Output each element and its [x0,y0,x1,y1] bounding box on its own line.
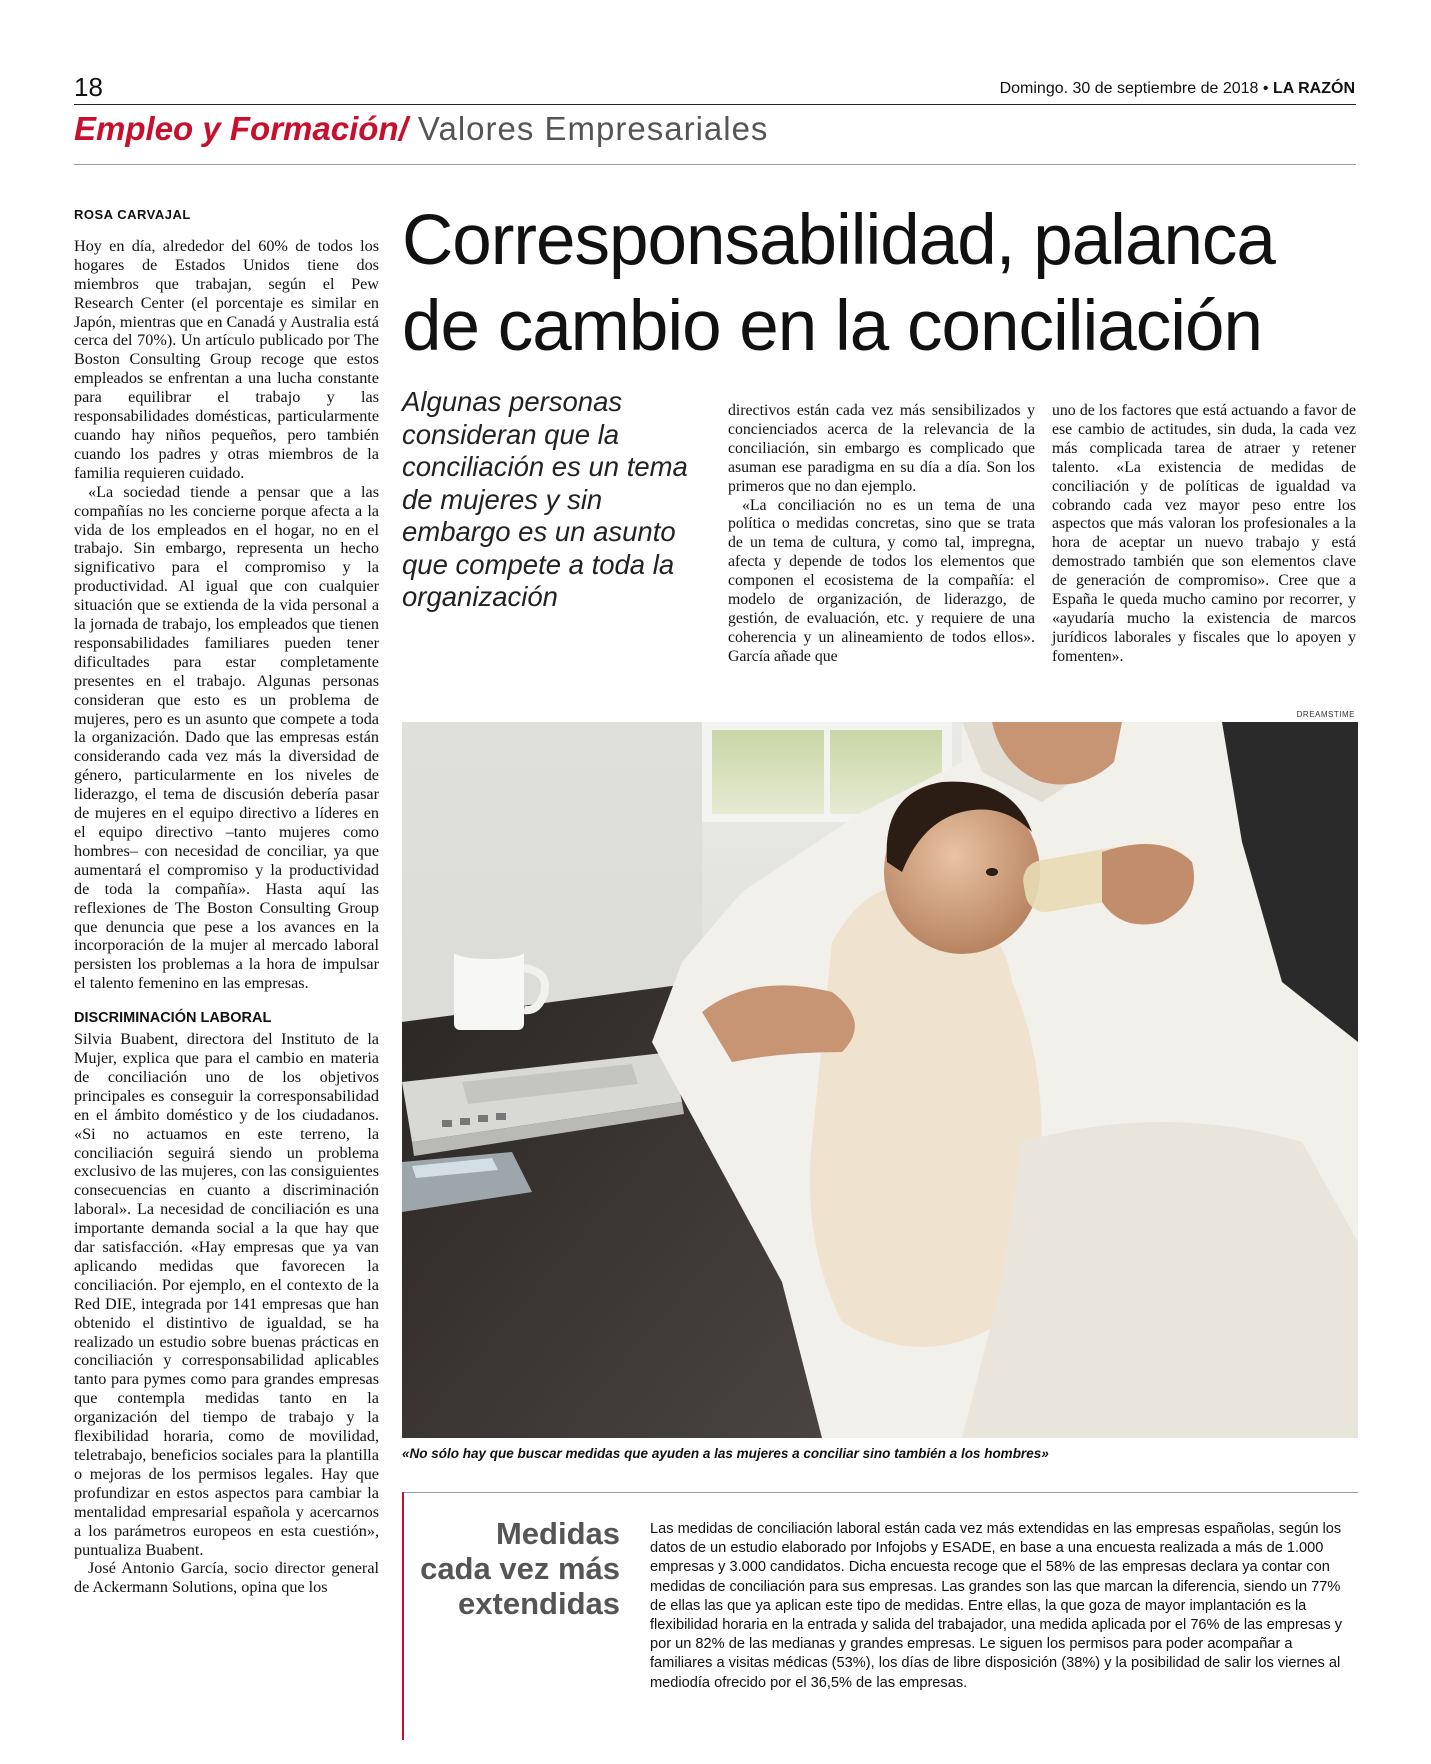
section-rule [74,164,1356,165]
box-title-line-1: Medidas [495,1516,620,1551]
subhead: DISCRIMINACIÓN LABORAL [74,1010,272,1027]
photo-father-baby [402,722,1358,1438]
box-text: Las medidas de conciliación laboral están cada vez más extendidas en las empresas españolas, según los datos de un estudio elaborado por Infojobs y ESADE, en base a una encuesta realizada a más de 1.000 empresas y 3.000 candidatos. Dicha encuesta recoge que el 58% de las empresas declara ya contar con medidas de conciliación para sus empresas. Las grandes son las que marcan la diferencia, siendo un 77% de ellas las que ya aplican este tipo de medidas. Entre ellas, la que goza de mayor implantación es la flexibilidad horaria en la entrada y salida del trabajador, una medida aplicada por el 76% de las empresas y por un 82% de las medianas y grandes empresas. Le siguen los permisos para poder acompañar a familiares a visitas médicas (53%), los días de libre disposición (38%) y la posibilidad de salir los viernes al mediodía ofrecido por el 36,5% de las empresas. [650,1521,1343,1691]
baby-head [884,782,1040,954]
box-left-rule [402,1492,404,1740]
paragraph: «La sociedad tiende a pensar que a las compañías no les concierne porque afecta a la vida de los empleados en el hogar, no en el trabajo. Sin embargo, representa un hecho significativo para el compromiso y la productividad. Al igual que con cualquier situación que se extienda de la vida personal a la jornada de trabajo, los empleados que tienen responsabilidades familiares pueden tener dificultades para estar completamente presentes en el trabajo. Algunas personas consideran que esto es un problema de mujeres, pero es un asunto que compete a toda la organización. Dado que las empresas están considerando cada vez más la diversidad de género, particularmente en los niveles de liderazgo, el tema de discusión debería pasar de mujeres en el equipo directivo a líderes en el equipo directivo –tanto mujeres como hombres– con necesidad de conciliar, ya que aumentará el compromiso y la productividad de toda la compañía». Hasta aquí las reflexiones de The Boston Consulting Group que denuncia que pese a los avances en la incorporación de la mujer al mercado laboral persisten los problemas a la hora de impulsar el talento femenino en las empresas. [74,482,379,993]
separator-bullet: • [1258,80,1273,97]
mid-column [728,402,1035,667]
box-title-line-2: cada vez más [420,1551,620,1586]
paragraph: uno de los factores que está actuando a favor de ese cambio de actitudes, sin duda, la cada vez más complicada tarea de atraer y retener talento. «La existencia de medidas de conciliación y de políticas de igualdad va cobrando cada vez mayor peso entre los aspectos que más valoran los profesionales a la hora de aceptar un nuevo trabajo y está demostrado también que son elementos clave de generación de compromiso». Cree que a España le queda mucho camino por recorrer, y «ayudaría mucho la existencia de marcos jurídicos laborales y fiscales que lo apoyen y fomenten». [1052,402,1356,665]
photo-credit: DREAMSTIME [1296,710,1355,719]
section-main: Empleo y Formación/ [74,110,408,147]
newspaper-name: LA RAZÓN [1272,80,1355,97]
paragraph: «La conciliación no es un tema de una política o medidas concretas, sino que se trata de un tema de cultura, y como tal, impregna, afecta y depende de todos los elementos que componen el ecosistema de la compañía: el modelo de organización, de liderazgo, de gestión, de evaluación, etc. y requiere de una coherencia y un alineamiento de todos ellos». García añade que [728,496,1035,665]
date: Domingo. 30 de septiembre de 2018 [999,80,1259,97]
section-sub: Valores Empresariales [407,110,769,147]
page-number: 18 [74,72,103,102]
byline: ROSA CARVAJAL [74,207,191,222]
box-title [420,1516,620,1621]
paragraph: Silvia Buabent, directora del Instituto de la Mujer, explica que para el cambio en materia de conciliación uno de los objetivos principales es conseguir la corresponsabilidad en el ámbito doméstico y de los ciudadanos. «Si no actuamos en este terreno, la conciliación seguirá siendo un problema exclusivo de las mujeres, con las consiguientes consecuencias en cuanto a discriminación laboral». La necesidad de conciliación es una importante demanda social a la que hay que dar satisfacción. «Hay empresas que ya van aplicando medidas que favorecen la conciliación. Por ejemplo, en el contexto de la Red DIE, integrada por 141 empresas que han obtenido el distintivo de igualdad, se ha realizado un estudio sobre buenas prácticas en conciliación y corresponsabilidad aplicables tanto para pymes como para grandes empresas que contempla medidas tanto en la organización del tiempo de trabajo y la flexibilidad horaria, como de movilidad, teletrabajo, beneficios sociales para la plantilla o mejoras de los permisos legales. Hay que profundizar en estos aspectos para cambiar la mentalidad empresarial española y acercarnos a los parámetros europeos en esta cuestión», puntualiza Buabent. [74,1030,379,1559]
section-title [74,110,768,148]
dateline [1000,80,1355,98]
paragraph: Hoy en día, alrededor del 60% de todos los hogares de Estados Unidos tiene dos miembros que trabajan, según el Pew Research Center (el porcentaje es similar en Japón, mientras que en Canadá y Australia está cerca del 70%). Un artículo publicado por The Boston Consulting Group recoge que estos empleados se enfrentan a una lucha constante para equilibrar el trabajo y las responsabilidades domésticas, particularmente cuando hay niños pequeños, pero también cuando los padres y otras miembros de la familia requieren cuidado. [74,236,379,482]
paragraph: directivos están cada vez más sensibilizados y concienciados acerca de la relevancia de la conciliación, sin embargo es complicado que asuman ese paradigma en su día a día. Son los primeros que no dan ejemplo. [728,402,1035,495]
deck: Algunas personas consideran que la conciliación es un tema de mujeres y sin embargo es un asunto que compete a toda la organización [402,386,688,612]
header-rule [74,104,1356,105]
headline [402,198,1362,370]
headline-line-1: Corresponsabilidad, palanca [402,201,1275,280]
box-top-rule [402,1492,1358,1493]
headline-line-2: de cambio en la conciliación [402,287,1263,366]
left-column [74,206,379,1597]
box-title-line-3: extendidas [458,1586,620,1621]
right-column [1052,402,1356,667]
photo-caption: «No sólo hay que buscar medidas que ayuden a las mujeres a conciliar sino también a los hombres» [402,1446,1049,1461]
paragraph: José Antonio García, socio director general de Ackermann Solutions, opina que los [74,1559,379,1597]
